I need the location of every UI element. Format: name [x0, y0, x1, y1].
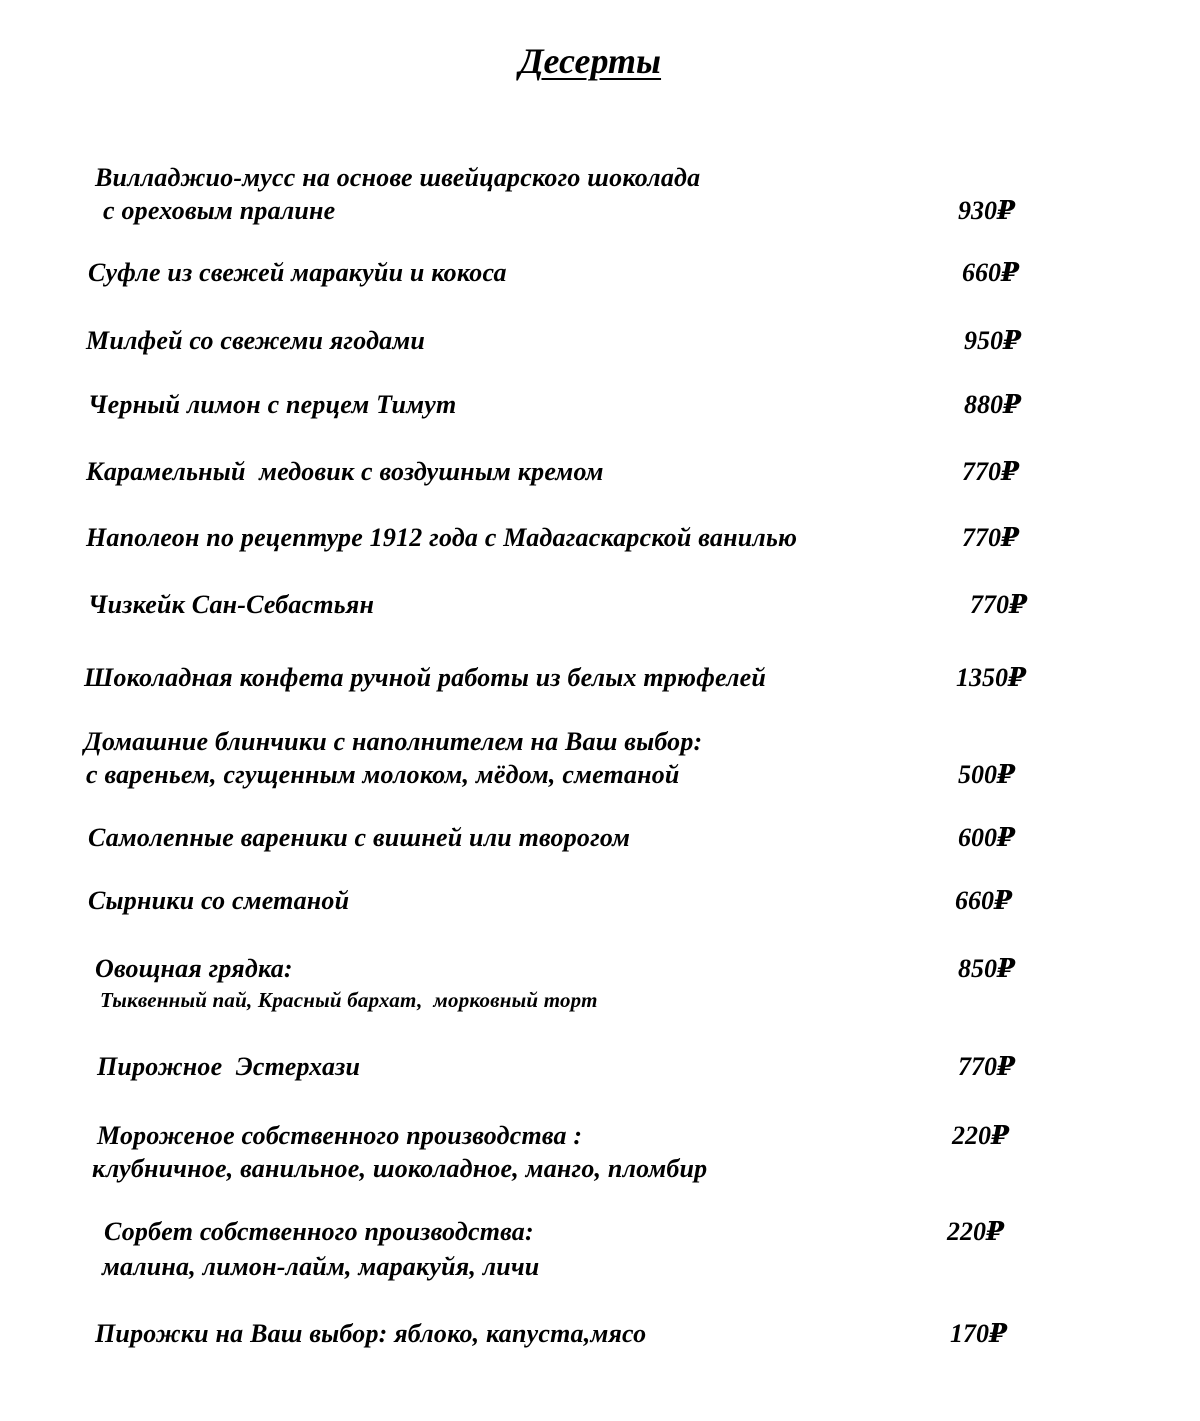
menu-item-name: Сорбет собственного производства:: [104, 1217, 534, 1246]
menu-item-name: Самолепные вареники с вишней или творогом: [88, 823, 631, 852]
menu-item-price: 220₽: [947, 1217, 1005, 1246]
menu-item-price: 500₽: [958, 760, 1016, 789]
menu-item-price: 220₽: [952, 1121, 1010, 1150]
menu-item-price: 770₽: [970, 590, 1028, 619]
menu-item-name: Сырники со сметаной: [88, 886, 350, 915]
menu-item-price: 170₽: [950, 1319, 1008, 1348]
menu-item-name: Наполеон по рецептуре 1912 года с Мадагаскарской ванилью: [86, 523, 798, 552]
menu-item-description: малина, лимон-лайм, маракуйя, личи: [102, 1252, 540, 1281]
menu-item-price: 1350₽: [956, 663, 1027, 692]
menu-item-price: 770₽: [958, 1052, 1016, 1081]
menu-item-name: Домашние блинчики с наполнителем на Ваш выбор:: [84, 727, 703, 756]
menu-item-name: Милфей со свежеми ягодами: [86, 326, 426, 355]
menu-item-price: 950₽: [964, 326, 1022, 355]
menu-item-description: Тыквенный пай, Красный бархат, морковный торт: [100, 988, 598, 1012]
page-title: Десерты: [518, 41, 662, 81]
menu-item-price: 770₽: [962, 523, 1020, 552]
menu-item-name: Шоколадная конфета ручной работы из белых трюфелей: [84, 663, 767, 692]
menu-item-name: Суфле из свежей маракуйи и кокоса: [88, 258, 507, 287]
menu-item-name: Мороженое собственного производства :: [97, 1121, 583, 1150]
menu-item-name: Вилладжио-мусс на основе швейцарского шоколада: [95, 163, 701, 192]
menu-item-name: Карамельный медовик с воздушным кремом: [86, 457, 604, 486]
menu-item-description: клубничное, ванильное, шоколадное, манго, пломбир: [92, 1154, 708, 1183]
menu-item-price: 880₽: [964, 390, 1022, 419]
menu-item-description: с вареньем, сгущенным молоком, мёдом, сметаной: [86, 760, 680, 789]
menu-item-description: с ореховым пралине: [103, 196, 336, 225]
menu-item-price: 660₽: [955, 886, 1013, 915]
menu-item-price: 600₽: [958, 823, 1016, 852]
menu-item-name: Овощная грядка:: [95, 954, 293, 983]
menu-item-price: 660₽: [962, 258, 1020, 287]
menu-item-name: Чизкейк Сан-Себастьян: [88, 590, 375, 619]
menu-item-name: Пирожки на Ваш выбор: яблоко, капуста,мясо: [95, 1319, 647, 1348]
menu-item-price: 930₽: [958, 196, 1016, 225]
menu-item-price: 850₽: [958, 954, 1016, 983]
menu-item-name: Пирожное Эстерхази: [97, 1052, 361, 1081]
menu-item-name: Черный лимон с перцем Тимут: [88, 390, 457, 419]
menu-item-price: 770₽: [962, 457, 1020, 486]
